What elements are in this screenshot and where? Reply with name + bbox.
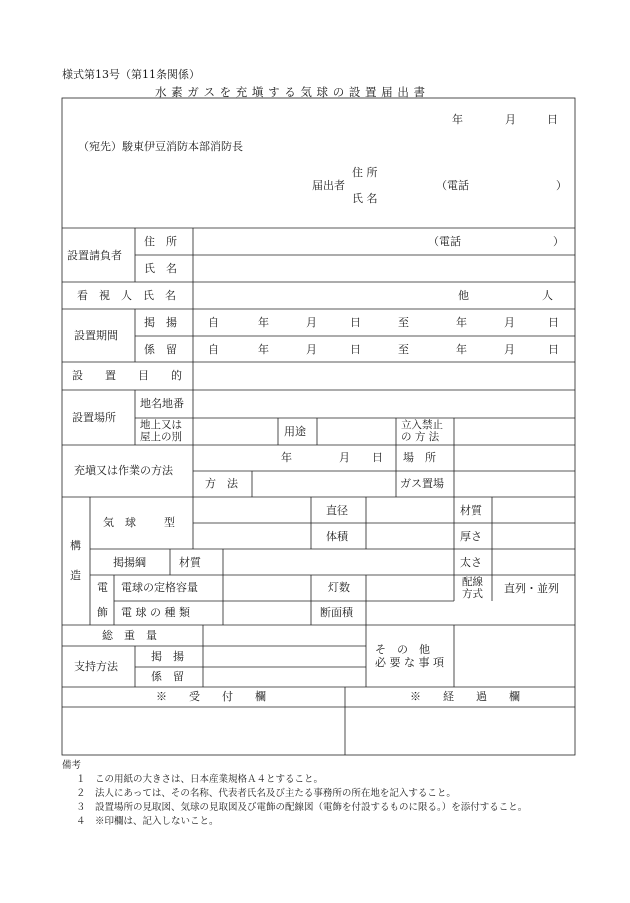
no-entry-line1: 立入禁止: [401, 419, 443, 431]
period-raise-to: 至: [398, 316, 409, 329]
submitter-label: 届出者: [312, 179, 345, 192]
location-label: 設置場所: [72, 411, 116, 424]
gas-storage-label: ガス置場: [400, 477, 444, 490]
date-day: 日: [547, 113, 558, 126]
submitter-address-label: 住 所: [352, 166, 378, 179]
period-moor-day1: 日: [350, 343, 361, 356]
ground-or-roof-line2: 屋上の別: [140, 431, 182, 443]
submitter-name-label: 氏 名: [352, 192, 378, 205]
receipt-label: ※ 受 付 欄: [156, 690, 266, 703]
period-moor-label: 係 留: [144, 343, 177, 356]
no-entry-line2: の 方 法: [401, 431, 440, 443]
period-moor-day2: 日: [548, 343, 559, 356]
contractor-name-label: 氏 名: [144, 262, 177, 275]
period-moor-to: 至: [398, 343, 409, 356]
period-raise-label: 掲 揚: [144, 316, 177, 329]
location-address-label: 地名地番: [140, 397, 184, 410]
form-title: 水 素 ガ ス を 充 塡 す る 気 球 の 設 置 届 出 書: [155, 85, 426, 99]
support-moor-label: 係 留: [151, 670, 184, 683]
contractor-label: 設置請負者: [67, 249, 122, 262]
date-month: 月: [505, 113, 516, 126]
balloon-label: 気 球: [103, 516, 136, 529]
period-label: 設置期間: [74, 329, 118, 342]
note-2: ２ 法人にあっては、その名称、代表者氏名及び主たる事務所の所在地を記入すること。: [76, 788, 456, 799]
other-matters-line2: 必 要 な 事 項: [375, 656, 444, 669]
progress-label: ※ 経 過 欄: [410, 690, 520, 703]
type-label: 型: [164, 516, 175, 529]
wiring-label-2: 方式: [462, 588, 483, 600]
rope-material-label: 材質: [179, 556, 201, 569]
period-moor-month1: 月: [306, 343, 317, 356]
period-moor-month2: 月: [504, 343, 515, 356]
diameter-label: 直径: [326, 504, 348, 517]
note-3: ３ 設置場所の見取図、気球の見取図及び電飾の配線図（電飾を付設するものに限る。）を添付すること。: [76, 802, 528, 813]
lamp-count-label: 灯数: [328, 581, 350, 594]
filling-month: 月: [339, 451, 350, 464]
watcher-other: 他: [458, 289, 469, 302]
support-method-label: 支持方法: [74, 660, 118, 673]
period-moor-from: 自: [208, 343, 219, 356]
electric-label-2: 飾: [97, 606, 108, 619]
period-raise-month2: 月: [504, 316, 515, 329]
date-year: 年: [452, 113, 463, 126]
note-4: ４ ※印欄は、記入しないこと。: [76, 816, 219, 827]
notes-heading: 備考: [62, 760, 82, 771]
ground-or-roof-line1: 地上又は: [140, 419, 182, 431]
watcher-label: 看 視 人 氏 名: [77, 289, 176, 302]
filling-label: 充塡又は作業の方法: [74, 464, 173, 477]
filling-method-label: 方 法: [205, 477, 238, 490]
period-raise-day2: 日: [548, 316, 559, 329]
structure-label-1: 構: [70, 539, 81, 552]
material-label: 材質: [460, 504, 482, 517]
period-raise-from: 自: [208, 316, 219, 329]
wiring-label-1: 配線: [462, 576, 483, 588]
rope-label: 掲揚綱: [113, 556, 146, 569]
period-raise-year2: 年: [456, 316, 467, 329]
filling-place-label: 場 所: [403, 451, 436, 464]
filling-day: 日: [372, 451, 383, 464]
electric-label-1: 電: [97, 581, 108, 594]
volume-label: 体積: [326, 530, 348, 543]
contractor-phone-label: （電話: [428, 235, 461, 248]
other-matters-line1: そ の 他: [375, 643, 430, 656]
addressee: （宛先）駿東伊豆消防本部消防長: [78, 140, 243, 153]
support-raise-label: 掲 揚: [151, 650, 184, 663]
submitter-phone-label: （電話: [436, 179, 469, 192]
period-raise-month1: 月: [306, 316, 317, 329]
usage-label: 用途: [284, 425, 306, 438]
contractor-phone-close: ）: [553, 235, 564, 248]
form-number: 様式第13号（第11条関係）: [62, 68, 200, 81]
structure-label-2: 造: [70, 569, 81, 582]
submitter-phone-close: ）: [556, 179, 567, 192]
period-moor-year1: 年: [258, 343, 269, 356]
rope-width-label: 太さ: [460, 556, 482, 569]
period-raise-year1: 年: [258, 316, 269, 329]
bulb-capacity-label: 電球の定格容量: [121, 581, 198, 594]
period-raise-day1: 日: [350, 316, 361, 329]
wiring-value: 直列・並列: [504, 582, 559, 595]
filling-year: 年: [281, 451, 292, 464]
total-weight-label: 総 重 量: [102, 629, 157, 642]
period-moor-year2: 年: [456, 343, 467, 356]
contractor-address-label: 住 所: [144, 235, 177, 248]
note-1: １ この用紙の大きさは、日本産業規格Ａ４とすること。: [76, 774, 324, 785]
cross-section-label: 断面積: [320, 606, 353, 619]
watcher-persons: 人: [542, 289, 553, 302]
bulb-type-label: 電 球 の 種 類: [121, 606, 190, 619]
thickness-label: 厚さ: [460, 530, 482, 543]
purpose-label: 設 置 目 的: [72, 369, 182, 382]
